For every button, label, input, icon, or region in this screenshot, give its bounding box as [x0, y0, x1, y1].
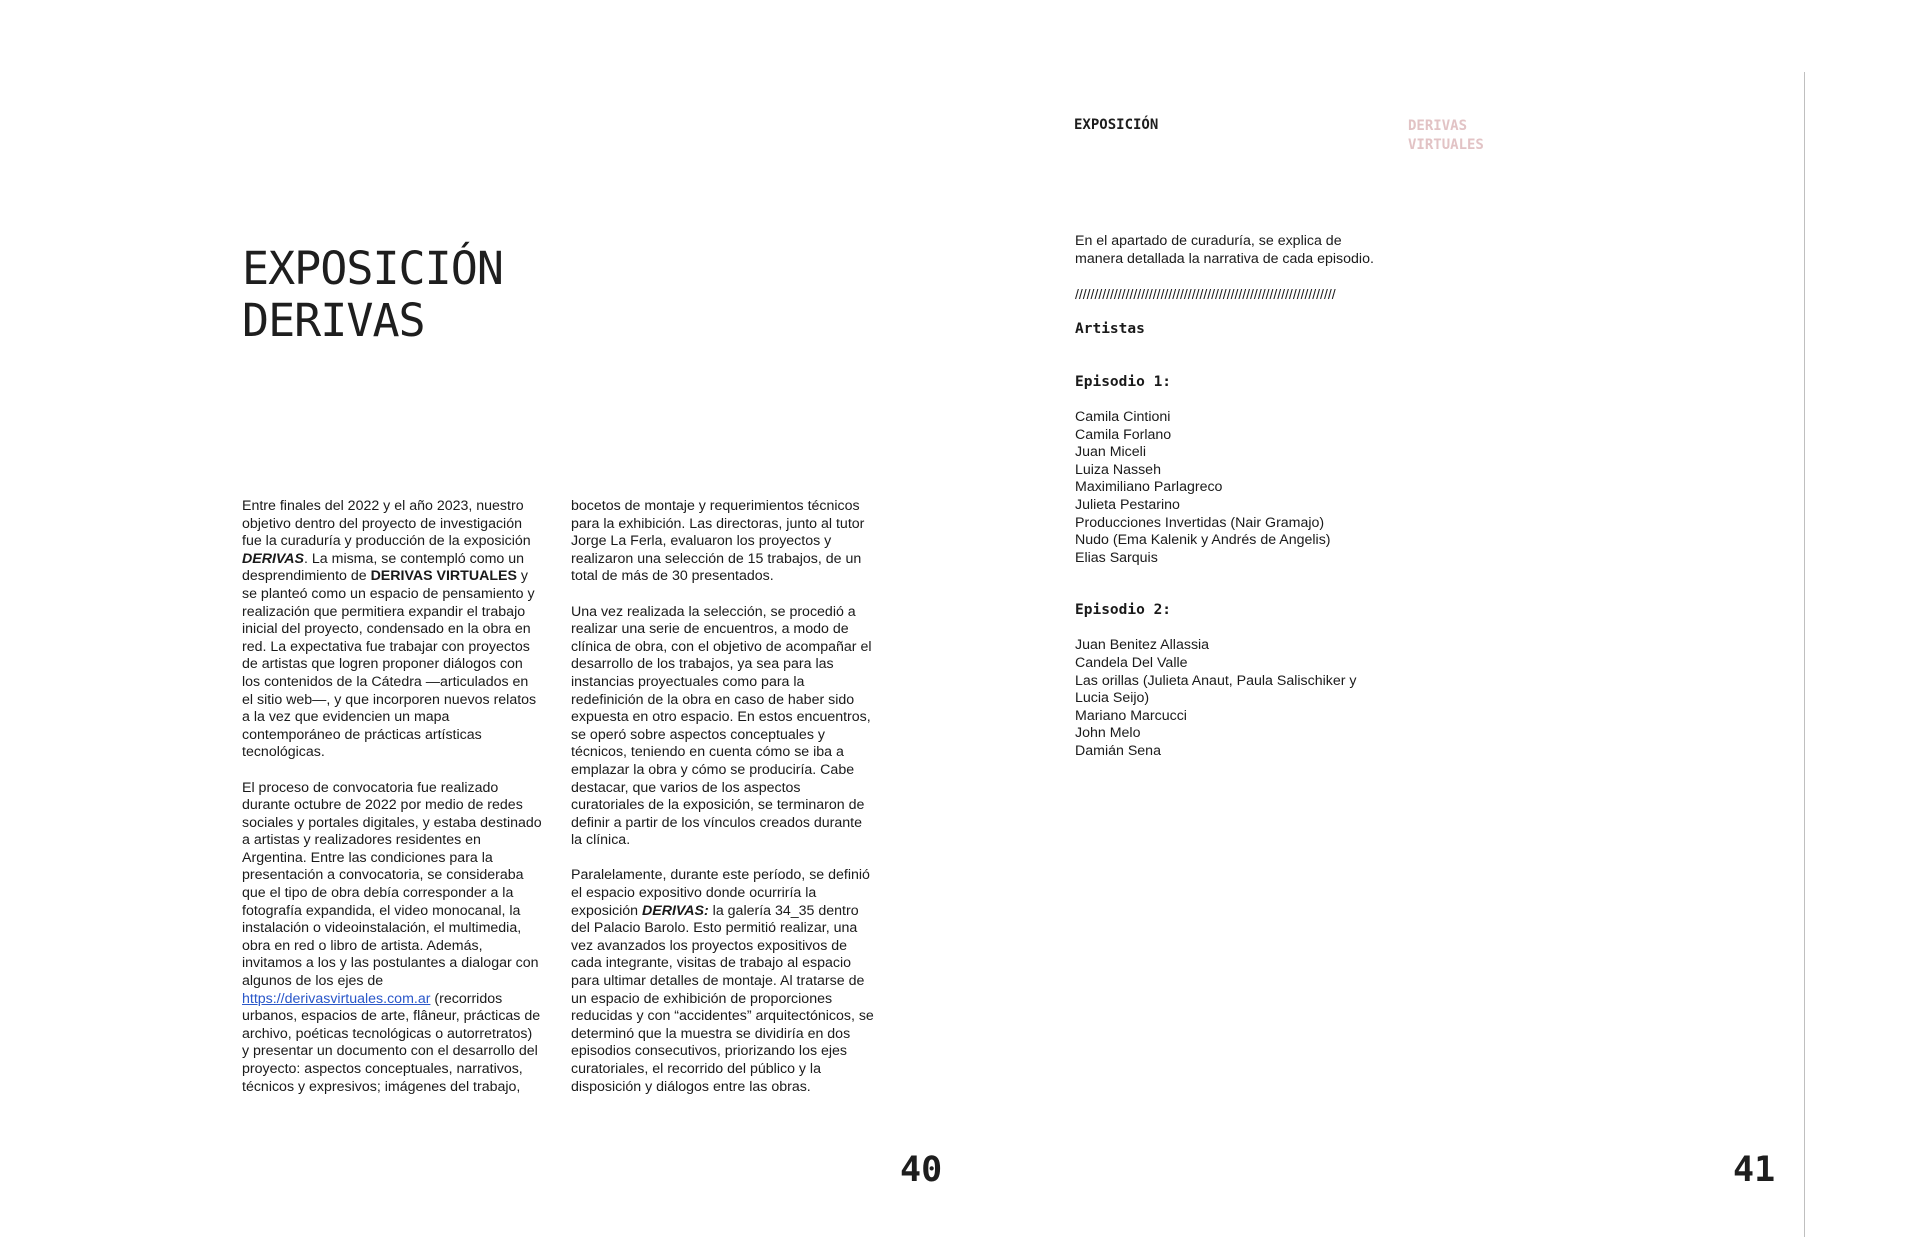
artist-name: Producciones Invertidas (Nair Gramajo)	[1075, 514, 1325, 531]
page-title	[242, 243, 503, 347]
intro-text: En el apartado de curaduría, se explica de manera detallada la narrativa de cada episodio.	[1075, 233, 1374, 267]
artist-name: John Melo	[1075, 725, 1141, 742]
paragraph: Una vez realizada la selección, se procedió a realizar una serie de encuentros, a modo de clínica de obra, con el objetivo de acompañar el desarrollo de los trabajos, ya sea para las instancias proyectuales como para la redefinición de la obra en caso de haber sido expuesta en otro espacio. En estos encuentros, se operó sobre aspectos conceptuales y técnicos, teniendo en cuenta cómo se iba a emplazar la obra y cómo se produciría. Cabe destacar, que varios de los aspectos curatoriales de la exposición, se terminaron de definir a partir de los vínculos creados durante la clínica.	[571, 603, 872, 849]
artist-name: Camila Forlano	[1075, 426, 1172, 443]
artist-name: Las orillas (Julieta Anaut, Paula Salischiker y Lucia Seijo)	[1075, 672, 1357, 707]
episode-1-heading: Episodio 1:	[1075, 373, 1172, 390]
separator: ///////////////////////////////////////////////////////////////////	[1075, 285, 1336, 302]
left-column-2	[571, 498, 876, 1096]
episode-2-heading: Episodio 2:	[1075, 602, 1172, 619]
page-edge-divider	[1804, 72, 1805, 1237]
title-line-1: EXPOSICIÓN	[242, 242, 503, 295]
artist-name: Mariano Marcucci	[1075, 707, 1187, 724]
artist-name: Nudo (Ema Kalenik y Andrés de Angelis)	[1075, 532, 1331, 549]
artist-name: Candela Del Valle	[1075, 655, 1188, 672]
episode-1-artist-list	[1075, 409, 1375, 567]
paragraph: bocetos de montaje y requerimientos técnicos para la exhibición. Las directoras, junto al tutor Jorge La Ferla, evaluaron los proyectos y realizaron una selección de 15 trabajos, de un total de más de 30 presentados.	[571, 498, 865, 585]
artist-name: Damián Sena	[1075, 743, 1161, 760]
right-column	[1075, 233, 1375, 761]
artist-name: Maximiliano Parlagreco	[1075, 479, 1223, 496]
artist-name: Elias Sarquis	[1075, 549, 1158, 566]
page-number-left: 40	[900, 1150, 943, 1190]
artists-heading: Artistas	[1075, 320, 1145, 337]
artist-name: Camila Cintioni	[1075, 408, 1171, 425]
artist-name: Julieta Pestarino	[1075, 496, 1180, 513]
left-column-1	[242, 498, 542, 1096]
paragraph: Paralelamente, durante este período, se definió el espacio expositivo donde ocurriría la exposición DERIVAS: la galería 34_35 dentro del Palacio Barolo. Esto permitió realizar, una vez avanzados los proyectos expositivos de cada integrante, visitas de trabajo al espacio para ultimar detalles de montaje. Al tratarse de un espacio de exhibición de proporciones reducidas y con “accidentes” arquitectónicos, se determinó que la muestra se dividiría en dos episodios consecutivos, priorizando los ejes curatoriales, el recorrido del público y la disposición y diálogos entre las obras.	[571, 867, 874, 1095]
paragraph: El proceso de convocatoria fue realizado durante octubre de 2022 por medio de redes sociales y portales digitales, y estaba destinado a artistas y realizadores residentes en Argentina. Entre las condiciones para la presentación a convocatoria, se consideraba que el tipo de obra debía corresponder a la fotografía expandida, el video monocanal, la instalación o videoinstalación, el multimedia, obra en red o libro de artista. Además, invitamos a los y las postulantes a dialogar con algunos de los ejes de https://derivasvirtuales.com.ar (recorridos urbanos, espacios de arte, flâneur, prácticas de archivo, poéticas tecnológicas o autorretratos) y presentar un documento con el desarrollo del proyecto: aspectos conceptuales, narrativos, técnicos y expresivos; imágenes del trabajo,	[242, 779, 542, 1095]
paragraph: Entre finales del 2022 y el año 2023, nuestro objetivo dentro del proyecto de investigación fue la curaduría y producción de la exposición DERIVAS. La misma, se contempló como un desprendimiento de DERIVAS VIRTUALES y se planteó como un espacio de pensamiento y realización que permitiera expandir el trabajo inicial del proyecto, condensado en la obra en red. La expectativa fue trabajar con proyectos de artistas que logren proponer diálogos con los contenidos de la Cátedra —articulados en el sitio web—, y que incorporen nuevos relatos a la vez que evidencien un mapa contemporáneo de prácticas artísticas tecnológicas.	[242, 498, 537, 761]
derivas-website-link[interactable]: https://derivasvirtuales.com.ar	[242, 990, 431, 1007]
episode-2-artist-list	[1075, 637, 1375, 760]
artist-name: Juan Miceli	[1075, 444, 1146, 461]
artist-name: Luiza Nasseh	[1075, 461, 1161, 478]
title-line-2: DERIVAS	[242, 294, 425, 347]
running-header-project: DERIVAS VIRTUALES	[1408, 118, 1484, 153]
artist-name: Juan Benitez Allassia	[1075, 637, 1210, 654]
page-number-right: 41	[1733, 1150, 1776, 1190]
running-header-section: EXPOSICIÓN	[1074, 117, 1159, 133]
